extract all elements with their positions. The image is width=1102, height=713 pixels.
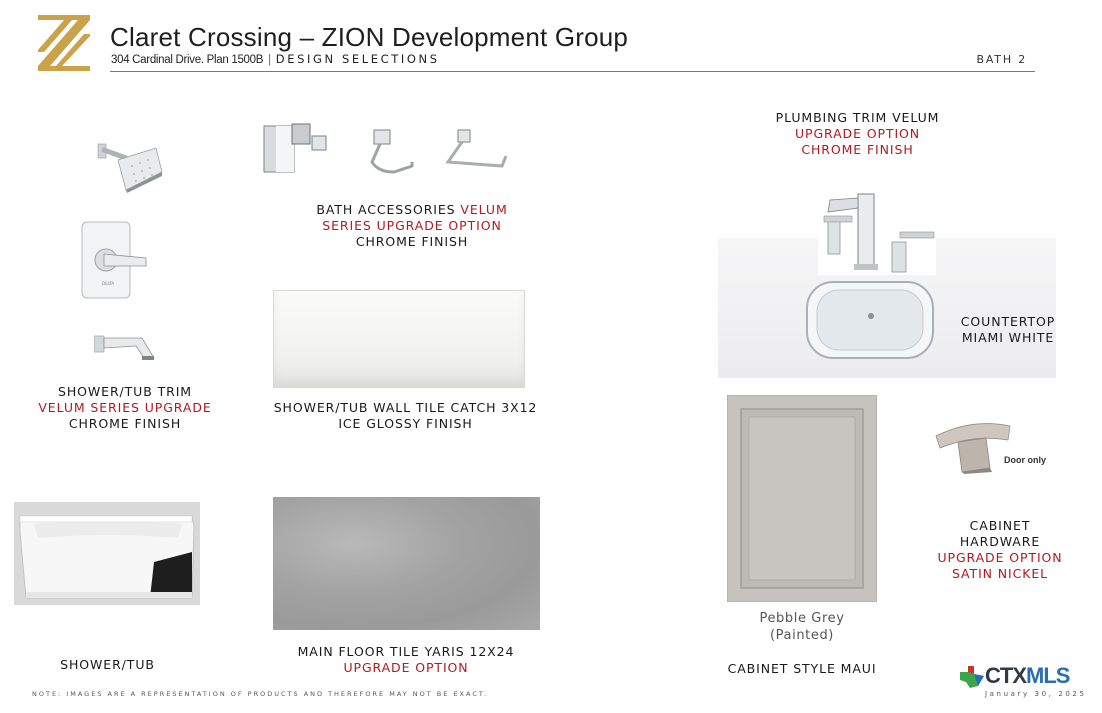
sink-image: [805, 280, 935, 360]
bath-accessories-label: BATH ACCESSORIES VELUM SERIES UPGRADE OPTION CHROME FINISH: [316, 202, 508, 249]
disclaimer-note: NOTE: IMAGES ARE A REPRESENTATION OF PRODUCTS AND THEREFORE MAY NOT BE EXACT.: [32, 690, 489, 698]
cabinet-color-label: Pebble Grey (Painted): [759, 611, 845, 643]
wall-tile-image: [273, 290, 525, 388]
shower-valve-image: [80, 220, 150, 300]
shower-trim-label: SHOWER/TUB TRIM VELUM SERIES UPGRADE CHROME FINISH: [38, 384, 212, 431]
countertop-label: COUNTERTOP MIAMI WHITE: [960, 314, 1056, 345]
cabinet-knob-image: [932, 412, 1014, 474]
wall-tile-label: SHOWER/TUB WALL TILE CATCH 3X12 ICE GLOSSY FINISH: [273, 400, 538, 431]
bath-accessories-image: [262, 122, 512, 182]
page-title: Claret Crossing – ZION Development Group: [110, 22, 629, 52]
door-only-tag: Door only: [1004, 455, 1046, 465]
address: 304 Cardinal Drive. Plan 1500B: [111, 54, 264, 66]
texas-star-icon: [958, 664, 986, 690]
ctxmls-logo: [958, 662, 1070, 692]
date-stamp: January 30, 2025: [985, 690, 1087, 698]
shower-tub-label: SHOWER/TUB: [60, 657, 155, 672]
floor-tile-label: MAIN FLOOR TILE YARIS 12X24 UPGRADE OPTION: [297, 644, 515, 675]
header-divider: [110, 71, 1035, 72]
zion-logo: [38, 15, 90, 71]
shower-head-image: [96, 130, 166, 195]
faucet-image: [818, 190, 936, 275]
brand-ctx: CTX: [985, 663, 1026, 688]
room-label: BATH 2: [976, 53, 1027, 66]
cabinet-style-label: CABINET STYLE MAUI: [727, 661, 877, 676]
page-subtitle: [111, 52, 440, 66]
separator: |: [268, 54, 271, 66]
floor-tile-image: [273, 497, 540, 630]
brand-mls: MLS: [1026, 663, 1070, 688]
plumbing-trim-label: PLUMBING TRIM VELUM UPGRADE OPTION CHROME FINISH: [775, 110, 940, 157]
cabinet-hardware-label: CABINET HARDWARE UPGRADE OPTION SATIN NICKEL: [937, 518, 1063, 581]
section-label: DESIGN SELECTIONS: [275, 52, 440, 66]
cabinet-door-image: [727, 395, 877, 602]
svg-text:DELTA: DELTA: [102, 281, 115, 286]
bathtub-image: [14, 502, 200, 605]
tub-spout-image: [94, 330, 159, 366]
